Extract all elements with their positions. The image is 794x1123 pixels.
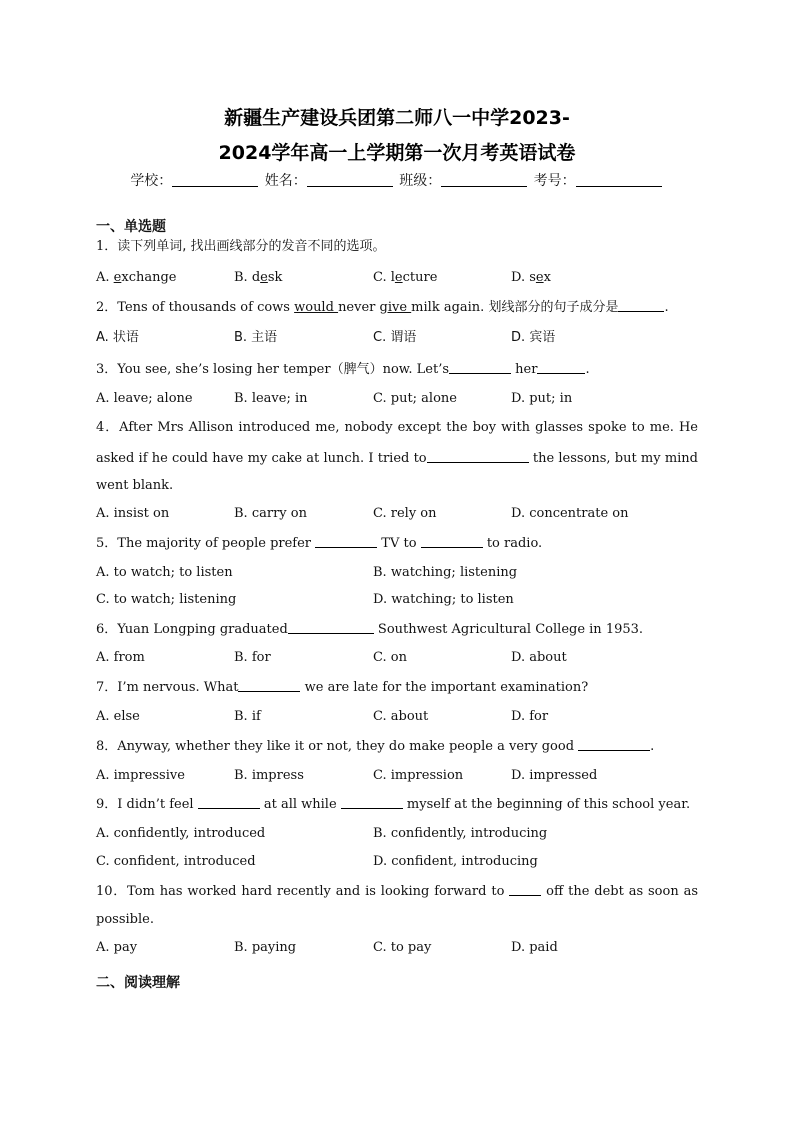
question-2-stem: 2．Tens of thousands of cows would never give milk again. 划线部分的句子成分是 . bbox=[96, 300, 669, 315]
answer-blank[interactable] bbox=[537, 360, 585, 374]
q2-option-a[interactable]: A. 状语 bbox=[96, 330, 139, 345]
q7-option-b[interactable]: B. if bbox=[234, 709, 261, 724]
school-label: 学校： bbox=[130, 173, 173, 189]
q9-option-c[interactable]: C. confident, introduced bbox=[96, 854, 256, 869]
q9-option-d[interactable]: D. confident, introducing bbox=[373, 854, 538, 869]
number-label: 考号： bbox=[533, 173, 576, 189]
class-label: 班级： bbox=[399, 173, 442, 189]
q1-option-d[interactable]: D. sex bbox=[511, 270, 551, 285]
answer-blank[interactable] bbox=[618, 298, 664, 312]
q5-option-b[interactable]: B. watching; listening bbox=[373, 565, 518, 580]
answer-blank[interactable] bbox=[288, 620, 374, 634]
q10-option-c[interactable]: C. to pay bbox=[373, 940, 432, 955]
q6-option-c[interactable]: C. on bbox=[373, 650, 407, 665]
q2-option-d[interactable]: D. 宾语 bbox=[511, 330, 556, 345]
name-field[interactable] bbox=[307, 172, 393, 187]
school-field[interactable] bbox=[172, 172, 258, 187]
q4-option-b[interactable]: B. carry on bbox=[234, 506, 307, 521]
q8-option-a[interactable]: A. impressive bbox=[96, 768, 185, 783]
section-heading-single-choice: 一、单选题 bbox=[96, 219, 166, 235]
q9-option-a[interactable]: A. confidently, introduced bbox=[96, 826, 266, 841]
answer-blank[interactable] bbox=[449, 360, 511, 374]
q1-option-a[interactable]: A. exchange bbox=[96, 270, 177, 285]
answer-blank[interactable] bbox=[427, 449, 529, 463]
q2-option-b[interactable]: B. 主语 bbox=[234, 330, 278, 345]
q9-option-b[interactable]: B. confidently, introducing bbox=[373, 826, 548, 841]
title-line-2: 2024学年高一上学期第一次月考英语试卷 bbox=[218, 142, 576, 164]
answer-blank[interactable] bbox=[315, 534, 377, 548]
q10-option-d[interactable]: D. paid bbox=[511, 940, 558, 955]
student-info-row bbox=[0, 170, 794, 190]
section-heading-reading: 二、阅读理解 bbox=[96, 975, 180, 991]
question-4-stem-line-1: 4．After Mrs Allison introduced me, nobody except the boy with glasses spoke to me. He bbox=[96, 420, 699, 435]
q4-option-c[interactable]: C. rely on bbox=[373, 506, 437, 521]
question-7-stem: 7．I’m nervous. What we are late for the important examination? bbox=[96, 680, 589, 695]
question-3-stem: 3．You see, she’s losing her temper（脾气）now. Let’s her . bbox=[96, 362, 590, 377]
question-10-stem-line-2: possible. bbox=[96, 912, 154, 927]
q6-option-a[interactable]: A. from bbox=[96, 650, 145, 665]
q5-option-c[interactable]: C. to watch; listening bbox=[96, 592, 237, 607]
q6-option-d[interactable]: D. about bbox=[511, 650, 567, 665]
question-4-stem-line-3: went blank. bbox=[96, 478, 174, 493]
q7-option-a[interactable]: A. else bbox=[96, 709, 140, 724]
title-line-1: 新疆生产建设兵团第二师八一中学2023- bbox=[224, 107, 570, 129]
q2-option-c[interactable]: C. 谓语 bbox=[373, 330, 417, 345]
q1-option-c[interactable]: C. lecture bbox=[373, 270, 438, 285]
answer-blank[interactable] bbox=[238, 678, 300, 692]
q4-option-d[interactable]: D. concentrate on bbox=[511, 506, 629, 521]
q3-option-b[interactable]: B. leave; in bbox=[234, 391, 308, 406]
q10-option-a[interactable]: A. pay bbox=[96, 940, 138, 955]
q3-option-c[interactable]: C. put; alone bbox=[373, 391, 457, 406]
question-1-stem bbox=[96, 238, 698, 256]
answer-blank[interactable] bbox=[578, 737, 650, 751]
answer-blank[interactable] bbox=[198, 795, 260, 809]
question-4-stem-line-2: asked if he could have my cake at lunch. I tried to the lessons, but my mind bbox=[96, 451, 698, 466]
question-text: 读下列单词, 找出画线部分的发音不同的选项。 bbox=[117, 239, 386, 254]
q10-option-b[interactable]: B. paying bbox=[234, 940, 297, 955]
q8-option-b[interactable]: B. impress bbox=[234, 768, 304, 783]
q1-option-b[interactable]: B. desk bbox=[234, 270, 283, 285]
answer-blank[interactable] bbox=[421, 534, 483, 548]
q5-option-d[interactable]: D. watching; to listen bbox=[373, 592, 514, 607]
name-label: 姓名： bbox=[264, 173, 307, 189]
q8-option-d[interactable]: D. impressed bbox=[511, 768, 598, 783]
q7-option-d[interactable]: D. for bbox=[511, 709, 549, 724]
q3-option-a[interactable]: A. leave; alone bbox=[96, 391, 193, 406]
q6-option-b[interactable]: B. for bbox=[234, 650, 271, 665]
question-number: 1． bbox=[96, 239, 118, 254]
q7-option-c[interactable]: C. about bbox=[373, 709, 429, 724]
q8-option-c[interactable]: C. impression bbox=[373, 768, 464, 783]
question-9-stem: 9．I didn’t feel at all while myself at the beginning of this school year. bbox=[96, 797, 691, 812]
q5-option-a[interactable]: A. to watch; to listen bbox=[96, 565, 233, 580]
question-8-stem: 8．Anyway, whether they like it or not, they do make people a very good . bbox=[96, 739, 655, 754]
class-field[interactable] bbox=[441, 172, 527, 187]
q3-option-d[interactable]: D. put; in bbox=[511, 391, 573, 406]
answer-blank[interactable] bbox=[509, 882, 541, 896]
question-10-stem-line-1: 10．Tom has worked hard recently and is looking forward to off the debt as soon as bbox=[96, 884, 699, 899]
question-5-stem: 5．The majority of people prefer TV to to radio. bbox=[96, 536, 543, 551]
q4-option-a[interactable]: A. insist on bbox=[96, 506, 170, 521]
question-6-stem: 6．Yuan Longping graduated Southwest Agricultural College in 1953. bbox=[96, 622, 644, 637]
answer-blank[interactable] bbox=[341, 795, 403, 809]
number-field[interactable] bbox=[576, 172, 662, 187]
